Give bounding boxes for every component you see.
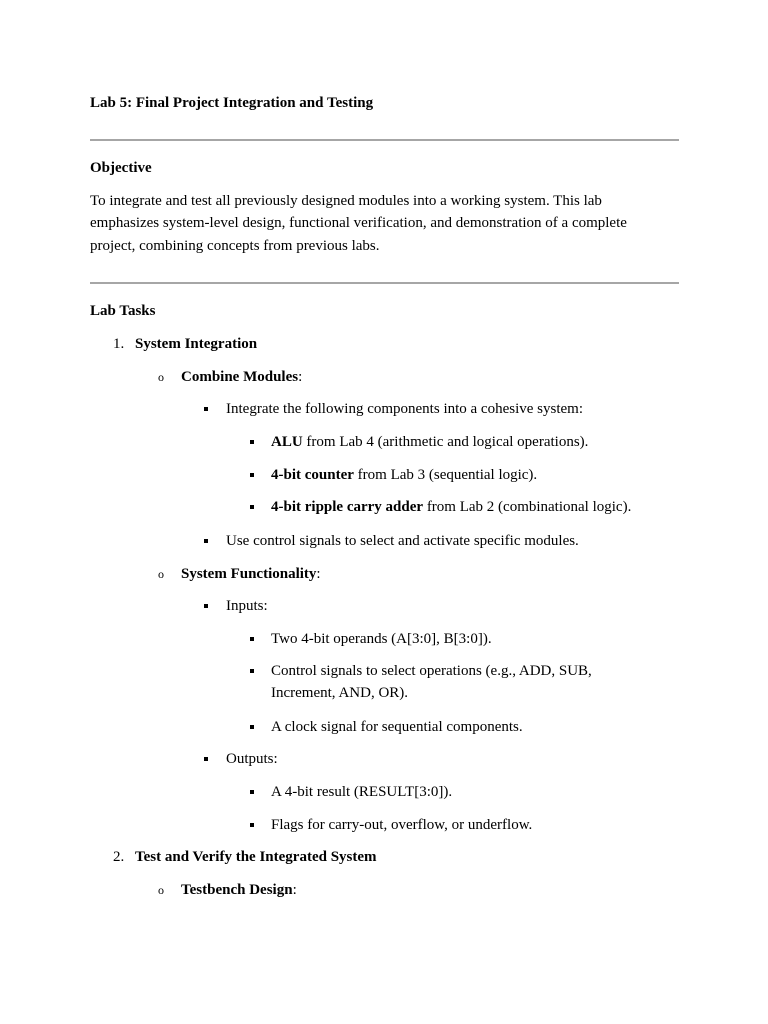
square-bullet (250, 790, 254, 794)
task-title: System Integration (135, 336, 258, 352)
square-bullet (250, 823, 254, 827)
objective-line: To integrate and test all previously designed modules into a working system. This lab (90, 193, 602, 209)
list-item: A clock signal for sequential components. (271, 719, 523, 735)
list-item (271, 433, 588, 451)
item-label: System Functionality (181, 566, 317, 582)
doc-title: Lab 5: Final Project Integration and Testing (90, 95, 374, 111)
square-bullet (204, 604, 208, 608)
objective-heading: Objective (90, 160, 152, 176)
list-item: Two 4-bit operands (A[3:0], B[3:0]). (271, 631, 492, 647)
list-item: Inputs: (226, 598, 268, 614)
square-bullet (204, 539, 208, 543)
circle-bullet: o (158, 883, 164, 897)
list-item: Use control signals to select and activate specific modules. (226, 533, 579, 549)
square-bullet (204, 757, 208, 761)
list-item (181, 368, 302, 386)
list-item: Control signals to select operations (e.g., ADD, SUB, (271, 663, 592, 679)
list-number: 1. (113, 336, 125, 352)
circle-bullet: o (158, 567, 164, 581)
horizontal-rule (90, 139, 679, 141)
list-item (271, 498, 631, 516)
horizontal-rule (90, 282, 679, 284)
item-label: ALU (271, 434, 303, 450)
objective-line: emphasizes system-level design, functional verification, and demonstration of a complete (90, 215, 627, 231)
item-text: from Lab 2 (combinational logic). (423, 499, 632, 515)
list-item (271, 466, 537, 484)
square-bullet (250, 440, 254, 444)
item-label: 4-bit counter (271, 467, 354, 483)
list-item (181, 881, 297, 899)
square-bullet (250, 637, 254, 641)
objective-line: project, combining concepts from previous labs. (90, 238, 380, 254)
list-item: A 4-bit result (RESULT[3:0]). (271, 784, 453, 800)
item-label: Testbench Design (181, 882, 293, 898)
list-item: Flags for carry-out, overflow, or underflow. (271, 817, 533, 833)
item-label: 4-bit ripple carry adder (271, 499, 424, 515)
square-bullet (204, 407, 208, 411)
lab-tasks-heading: Lab Tasks (90, 303, 156, 319)
item-colon: : (292, 882, 297, 898)
square-bullet (250, 473, 254, 477)
item-text: from Lab 3 (sequential logic). (353, 467, 538, 483)
list-item: Integrate the following components into a cohesive system: (226, 401, 583, 417)
item-label: Combine Modules (181, 369, 299, 385)
square-bullet (250, 505, 254, 509)
item-text: from Lab 4 (arithmetic and logical operations). (302, 434, 589, 450)
list-item-continuation: Increment, AND, OR). (271, 685, 409, 701)
square-bullet (250, 669, 254, 673)
circle-bullet: o (158, 370, 164, 384)
list-number: 2. (113, 849, 125, 865)
item-colon: : (316, 566, 321, 582)
list-item: Outputs: (226, 751, 278, 767)
square-bullet (250, 725, 254, 729)
task-title: Test and Verify the Integrated System (135, 849, 377, 865)
list-item (181, 565, 321, 583)
item-colon: : (298, 369, 303, 385)
